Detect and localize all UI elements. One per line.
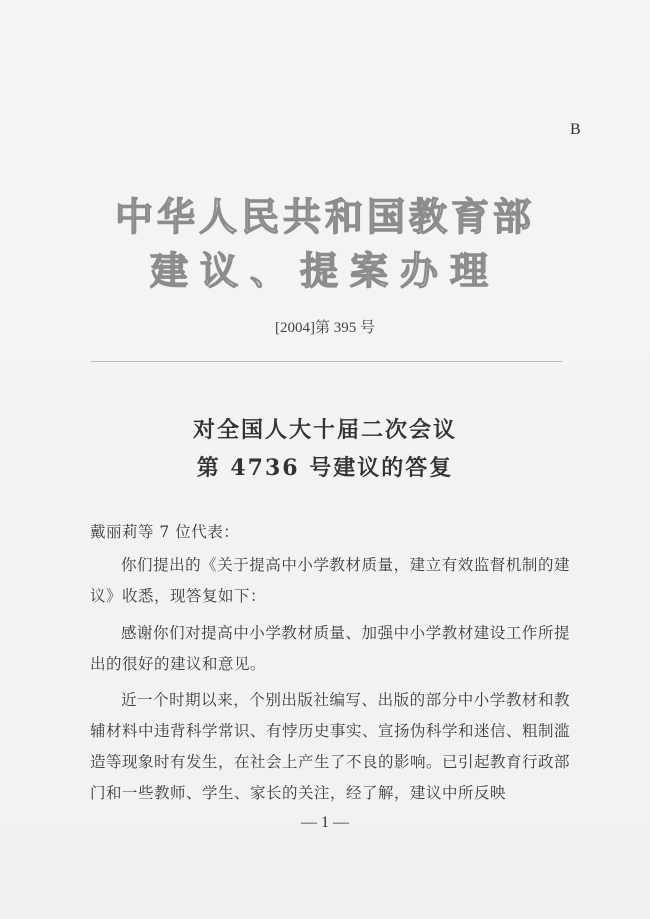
header-divider [91,361,562,362]
salutation: 戴丽莉等 7 位代表： [90,523,240,541]
reply-title-line-1: 对全国人大十届二次会议 [192,417,457,443]
body-paragraph-2: 感谢你们对提高中小学教材质量、加强中小学教材建设工作所提出的很好的建议和意见。 [90,624,570,673]
masthead-subtitle: 建议、提案办理 [149,248,500,293]
corner-mark: B [570,121,581,138]
document-number: [2004]第 395 号 [275,320,375,336]
body-paragraph-3: 近一个时期以来，个别出版社编写、出版的部分中小学教材和教辅材料中违背科学常识、有悖历史事实、宣扬伪科学和迷信、粗制滥造等现象时有发生，在社会上产生了不良的影响。已引起教育行政部门和一些教师、学生、家长的关注，经了解，建议中所反映 [90,691,571,802]
body-paragraph-1: 你们提出的《关于提高中小学教材质量，建立有效监督机制的建议》收悉，现答复如下： [90,556,570,605]
masthead-ministry: 中华人民共和国教育部 [114,194,535,239]
page-number: — 1 — [301,814,349,831]
reply-title-line-2: 第 4736 号建议的答复 [196,455,454,481]
